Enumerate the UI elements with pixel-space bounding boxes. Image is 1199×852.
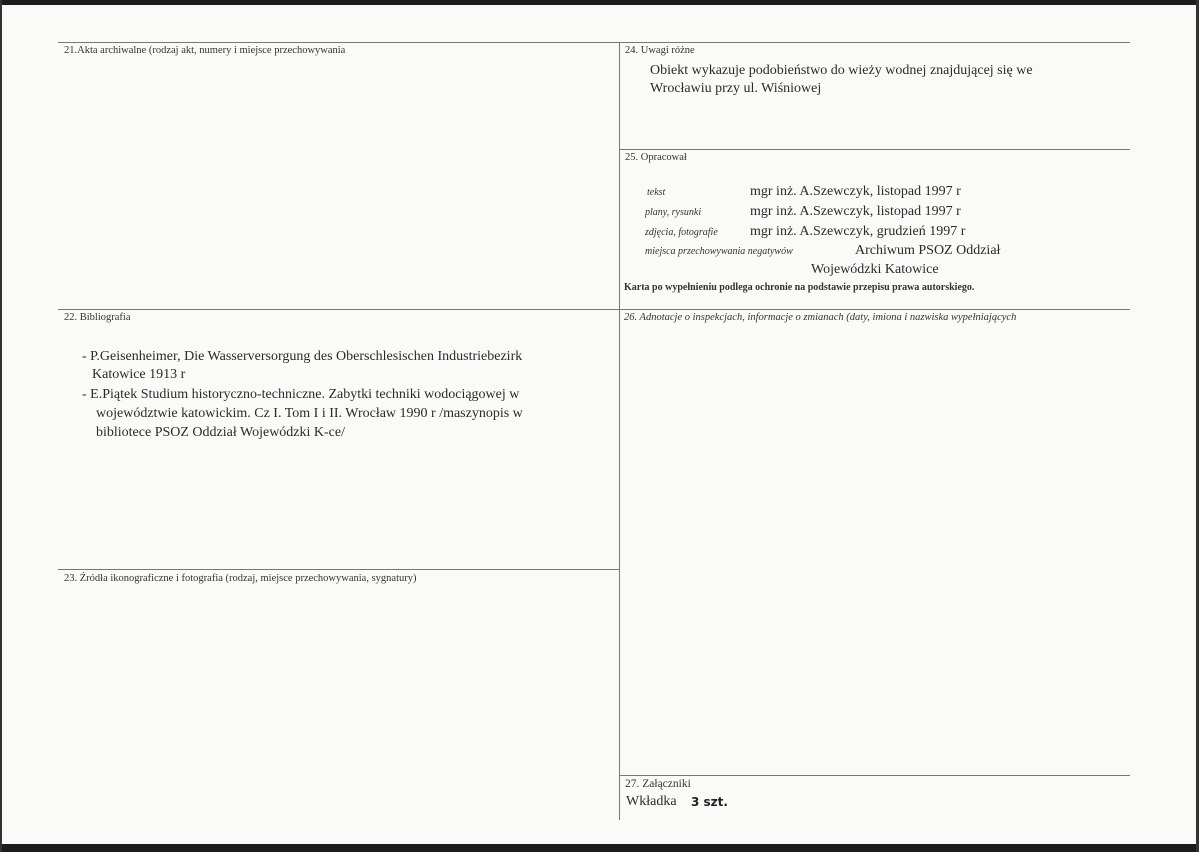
scan-edge-left	[0, 0, 2, 852]
divider-21-22	[58, 309, 1130, 310]
attachment-value: Wkładka	[626, 794, 677, 809]
bibliography-line-1: - P.Geisenheimer, Die Wasserversorgung des Oberschlesischen Industriebezirk	[82, 349, 523, 364]
row-value-plany: mgr inż. A.Szewczyk, listopad 1997 r	[750, 204, 961, 219]
section-26-label: 26. Adnotacje o inspekcjach, informacje o zmianach (daty, imiona i nazwiska wypełniających	[624, 312, 1017, 323]
copyright-note: Karta po wypełnieniu podlega ochronie na podstawie przepisu prawa autorskiego.	[624, 282, 975, 293]
section-21-label: 21.Akta archiwalne (rodzaj akt, numery i miejsce przechowywania	[64, 45, 346, 56]
storage-key: miejsca przechowywania negatywów	[645, 246, 793, 257]
row-value-tekst: mgr inż. A.Szewczyk, listopad 1997 r	[750, 184, 961, 199]
bibliography-line-5: bibliotece PSOZ Oddział Wojewódzki K-ce/	[96, 425, 345, 440]
scan-edge-bottom	[0, 844, 1199, 852]
center-divider	[619, 42, 620, 820]
top-rule	[58, 42, 1130, 43]
bibliography-line-4: województwie katowickim. Cz I. Tom I i II. Wrocław 1990 r /maszynopis w	[96, 406, 523, 421]
bibliography-line-2: Katowice 1913 r	[92, 367, 186, 382]
row-key-zdjecia: zdjęcia, fotografie	[645, 227, 718, 238]
section-25-label: 25. Opracował	[625, 152, 687, 163]
divider-22-23	[58, 569, 619, 570]
handwritten-count: 3 szt.	[691, 795, 728, 809]
section-24-label: 24. Uwagi różne	[625, 45, 695, 56]
divider-24-25	[619, 149, 1130, 150]
bibliography-line-3: - E.Piątek Studium historyczno-techniczne. Zabytki techniki wodociągowej w	[82, 387, 520, 402]
section-27-label: 27. Załączniki	[625, 778, 691, 790]
divider-26-27	[619, 775, 1130, 776]
section-22-label: 22. Bibliografia	[64, 312, 131, 323]
section-23-label: 23. Źródła ikonograficzne i fotografia (rodzaj, miejsce przechowywania, sygnatury)	[64, 573, 417, 584]
storage-value-2: Wojewódzki Katowice	[811, 262, 939, 277]
row-value-zdjecia: mgr inż. A.Szewczyk, grudzień 1997 r	[750, 224, 966, 239]
scan-edge-top	[0, 0, 1199, 5]
row-key-tekst: tekst	[647, 187, 666, 198]
storage-value-1: Archiwum PSOZ Oddział	[855, 243, 1001, 258]
row-key-plany: plany, rysunki	[645, 207, 702, 218]
section-24-line-1: Obiekt wykazuje podobieństwo do wieży wodnej znajdującej się we	[650, 63, 1033, 78]
section-24-line-2: Wrocławiu przy ul. Wiśniowej	[650, 81, 822, 96]
